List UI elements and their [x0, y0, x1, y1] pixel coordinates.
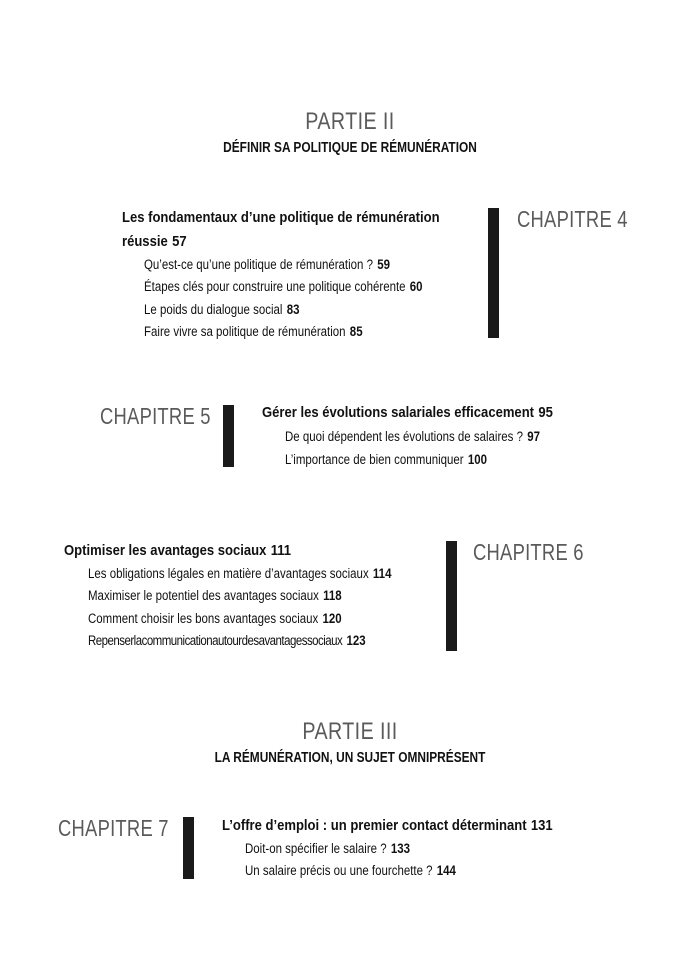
- page-number: 57: [172, 233, 187, 250]
- chapter-label: CHAPITRE 6: [473, 539, 584, 565]
- section-title: Repenserlacommunicationautourdesavantagessociaux: [88, 633, 343, 648]
- page-number: 114: [372, 566, 392, 581]
- part-title: PARTIE II: [305, 108, 395, 135]
- section-title: Les obligations légales en matière d’avantages sociaux: [88, 566, 369, 581]
- chapter-title-text: Gérer les évolutions salariales efficacement: [262, 404, 535, 421]
- page-number: 83: [286, 302, 300, 317]
- chapter-title-text: L’offre d’emploi : un premier contact déterminant: [222, 817, 527, 834]
- section-title: L’importance de bien communiquer: [285, 452, 464, 467]
- chapter-divider-bar: [223, 405, 234, 467]
- page-number: 95: [538, 404, 553, 421]
- section-item: [88, 588, 342, 603]
- page-number: 131: [530, 817, 553, 834]
- section-title: Doit-on spécifier le salaire ?: [245, 841, 387, 856]
- chapter-divider-bar: [183, 817, 194, 879]
- page-number: 100: [467, 452, 488, 467]
- page-number: 111: [270, 542, 292, 559]
- section-item: [245, 841, 410, 856]
- section-item: [144, 279, 423, 294]
- section-title: Comment choisir les bons avantages sociaux: [88, 611, 319, 626]
- section-title: Maximiser le potentiel des avantages sociaux: [88, 588, 319, 603]
- section-title: Qu’est-ce qu’une politique de rémunération ?: [144, 257, 374, 272]
- section-item: [144, 257, 390, 272]
- section-item: [285, 429, 540, 444]
- chapter-title: [122, 209, 440, 226]
- page-number: 120: [322, 611, 342, 626]
- chapter-title: [64, 542, 291, 559]
- page-number: 118: [323, 588, 342, 603]
- page-number: 60: [409, 279, 423, 294]
- page-number: 123: [346, 633, 366, 648]
- chapter-title: [262, 404, 553, 421]
- section-item: [144, 302, 299, 317]
- chapter-title-text: réussie: [122, 233, 168, 250]
- section-title: Le poids du dialogue social: [144, 302, 283, 317]
- section-item: [88, 566, 391, 581]
- section-item: [144, 324, 363, 339]
- section-title: Un salaire précis ou une fourchette ?: [245, 863, 433, 878]
- page-number: 144: [436, 863, 456, 878]
- page-number: 85: [349, 324, 363, 339]
- part-subtitle: LA RÉMUNÉRATION, UN SUJET OMNIPRÉSENT: [214, 750, 486, 766]
- chapter-label: CHAPITRE 7: [58, 815, 169, 841]
- chapter-divider-bar: [488, 208, 499, 338]
- section-title: Faire vivre sa politique de rémunération: [144, 324, 346, 339]
- chapter-divider-bar: [446, 541, 457, 651]
- section-item: [245, 863, 456, 878]
- part-title: PARTIE III: [302, 718, 398, 745]
- chapter-title-text: Les fondamentaux d’une politique de rémunération: [122, 209, 440, 226]
- part-subtitle: DÉFINIR SA POLITIQUE DE RÉMUNÉRATION: [223, 140, 477, 156]
- chapter-title-text: Optimiser les avantages sociaux: [64, 542, 267, 559]
- section-title: De quoi dépendent les évolutions de salaires ?: [285, 429, 523, 444]
- page-number: 133: [390, 841, 410, 856]
- section-title: Étapes clés pour construire une politique cohérente: [144, 279, 406, 294]
- page-number: 97: [527, 429, 540, 444]
- chapter-title-continued: [122, 233, 187, 250]
- chapter-title: [222, 817, 553, 834]
- section-item: [285, 452, 487, 467]
- chapter-label: CHAPITRE 5: [100, 403, 211, 429]
- section-item: [88, 611, 342, 626]
- chapter-label: CHAPITRE 4: [517, 206, 628, 232]
- section-item: [88, 633, 366, 648]
- page-number: 59: [377, 257, 391, 272]
